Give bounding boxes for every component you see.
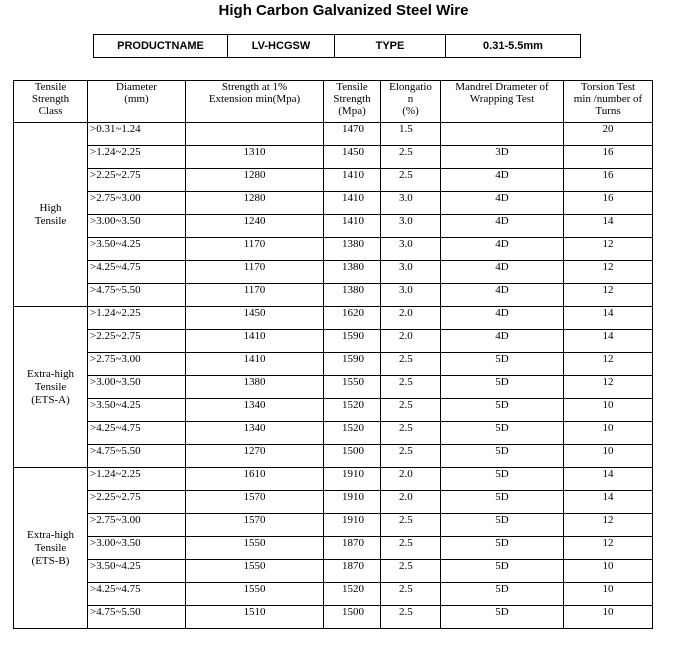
diameter-cell: >2.25~2.75: [88, 330, 186, 353]
tensile-cell: 1380: [324, 284, 381, 307]
mandrel-cell: 4D: [441, 238, 564, 261]
table-row: [14, 215, 653, 238]
table-row: [14, 123, 653, 146]
strength-cell: 1380: [186, 376, 324, 399]
table-row: [14, 537, 653, 560]
elongation-cell: 1.5: [381, 123, 441, 146]
mandrel-cell: 4D: [441, 330, 564, 353]
torsion-cell: 12: [564, 537, 653, 560]
tensile-cell: 1910: [324, 514, 381, 537]
type-label: TYPE: [335, 35, 446, 58]
tensile-cell: 1520: [324, 422, 381, 445]
elongation-cell: 2.5: [381, 146, 441, 169]
strength-cell: 1270: [186, 445, 324, 468]
strength-cell: 1610: [186, 468, 324, 491]
table-row: [14, 169, 653, 192]
elongation-cell: 2.5: [381, 560, 441, 583]
strength-cell: 1170: [186, 284, 324, 307]
header-torsion-test: Torsion Test min /number of Turns: [564, 81, 653, 123]
strength-cell: 1340: [186, 399, 324, 422]
tensile-cell: 1470: [324, 123, 381, 146]
strength-cell: 1550: [186, 560, 324, 583]
header-tensile-class: Tensile Strength Class: [14, 81, 88, 123]
diameter-cell: >3.00~3.50: [88, 537, 186, 560]
table-row: [14, 399, 653, 422]
diameter-cell: >4.25~4.75: [88, 422, 186, 445]
tensile-cell: 1450: [324, 146, 381, 169]
mandrel-cell: 5D: [441, 376, 564, 399]
mandrel-cell: 5D: [441, 422, 564, 445]
torsion-cell: 12: [564, 376, 653, 399]
tensile-cell: 1620: [324, 307, 381, 330]
diameter-cell: >1.24~2.25: [88, 146, 186, 169]
diameter-cell: >1.24~2.25: [88, 468, 186, 491]
diameter-cell: >3.50~4.25: [88, 238, 186, 261]
mandrel-cell: 4D: [441, 307, 564, 330]
strength-class-cell: Extra-high Tensile (ETS-A): [14, 307, 88, 468]
diameter-cell: >2.75~3.00: [88, 353, 186, 376]
mandrel-cell: 5D: [441, 606, 564, 629]
header-mandrel-diameter: Mandrel Drameter of Wrapping Test: [441, 81, 564, 123]
strength-class-cell: Extra-high Tensile (ETS-B): [14, 468, 88, 629]
elongation-cell: 2.5: [381, 376, 441, 399]
strength-cell: 1450: [186, 307, 324, 330]
torsion-cell: 10: [564, 445, 653, 468]
table-row: [14, 445, 653, 468]
strength-cell: 1280: [186, 169, 324, 192]
mandrel-cell: 4D: [441, 261, 564, 284]
table-row: [14, 261, 653, 284]
elongation-cell: 2.5: [381, 606, 441, 629]
strength-cell: 1510: [186, 606, 324, 629]
strength-class-cell: High Tensile: [14, 123, 88, 307]
elongation-cell: 3.0: [381, 215, 441, 238]
page-title: High Carbon Galvanized Steel Wire: [218, 2, 469, 19]
elongation-cell: 3.0: [381, 238, 441, 261]
mandrel-cell: 5D: [441, 537, 564, 560]
elongation-cell: 3.0: [381, 261, 441, 284]
elongation-cell: 2.5: [381, 353, 441, 376]
table-row: [14, 514, 653, 537]
tensile-cell: 1520: [324, 399, 381, 422]
elongation-cell: 2.5: [381, 422, 441, 445]
diameter-cell: >0.31~1.24: [88, 123, 186, 146]
diameter-cell: >2.75~3.00: [88, 192, 186, 215]
mandrel-cell: [441, 123, 564, 146]
spec-table: [13, 80, 653, 629]
torsion-cell: 10: [564, 606, 653, 629]
product-name-label: PRODUCTNAME: [94, 35, 228, 58]
table-row: [14, 422, 653, 445]
torsion-cell: 14: [564, 330, 653, 353]
elongation-cell: 2.0: [381, 330, 441, 353]
mandrel-cell: 5D: [441, 491, 564, 514]
diameter-cell: >4.75~5.50: [88, 606, 186, 629]
elongation-cell: 2.5: [381, 445, 441, 468]
diameter-cell: >3.50~4.25: [88, 560, 186, 583]
strength-cell: 1410: [186, 353, 324, 376]
elongation-cell: 3.0: [381, 192, 441, 215]
table-row: [14, 353, 653, 376]
strength-cell: 1310: [186, 146, 324, 169]
strength-cell: 1340: [186, 422, 324, 445]
strength-cell: 1550: [186, 583, 324, 606]
spec-table-body: [14, 123, 653, 629]
mandrel-cell: 4D: [441, 169, 564, 192]
elongation-cell: 2.0: [381, 468, 441, 491]
table-row: [14, 238, 653, 261]
diameter-cell: >1.24~2.25: [88, 307, 186, 330]
table-row: [14, 146, 653, 169]
elongation-cell: 2.5: [381, 399, 441, 422]
tensile-cell: 1520: [324, 583, 381, 606]
header-strength-1pct: Strength at 1% Extension min(Mpa): [186, 81, 324, 123]
strength-cell: 1570: [186, 514, 324, 537]
header-tensile-strength: Tensile Strength (Mpa): [324, 81, 381, 123]
tensile-cell: 1870: [324, 537, 381, 560]
strength-cell: 1170: [186, 261, 324, 284]
mandrel-cell: 4D: [441, 215, 564, 238]
elongation-cell: 2.5: [381, 169, 441, 192]
table-row: [14, 560, 653, 583]
strength-cell: 1570: [186, 491, 324, 514]
torsion-cell: 16: [564, 192, 653, 215]
tensile-cell: 1500: [324, 445, 381, 468]
elongation-cell: 2.5: [381, 583, 441, 606]
tensile-cell: 1410: [324, 169, 381, 192]
elongation-cell: 2.0: [381, 491, 441, 514]
elongation-cell: 3.0: [381, 284, 441, 307]
diameter-cell: >4.75~5.50: [88, 445, 186, 468]
product-info-table: [93, 34, 581, 58]
torsion-cell: 14: [564, 491, 653, 514]
tensile-cell: 1500: [324, 606, 381, 629]
torsion-cell: 12: [564, 284, 653, 307]
torsion-cell: 20: [564, 123, 653, 146]
mandrel-cell: 5D: [441, 514, 564, 537]
diameter-cell: >2.25~2.75: [88, 491, 186, 514]
mandrel-cell: 4D: [441, 192, 564, 215]
table-row: [14, 307, 653, 330]
tensile-cell: 1870: [324, 560, 381, 583]
strength-cell: 1170: [186, 238, 324, 261]
torsion-cell: 12: [564, 261, 653, 284]
spec-table-header: [14, 81, 653, 123]
strength-cell: 1550: [186, 537, 324, 560]
type-value: 0.31-5.5mm: [446, 35, 581, 58]
mandrel-cell: 5D: [441, 399, 564, 422]
mandrel-cell: 5D: [441, 560, 564, 583]
strength-cell: 1280: [186, 192, 324, 215]
tensile-cell: 1380: [324, 238, 381, 261]
diameter-cell: >4.25~4.75: [88, 261, 186, 284]
mandrel-cell: 3D: [441, 146, 564, 169]
torsion-cell: 10: [564, 399, 653, 422]
diameter-cell: >4.75~5.50: [88, 284, 186, 307]
torsion-cell: 12: [564, 514, 653, 537]
strength-cell: 1240: [186, 215, 324, 238]
torsion-cell: 16: [564, 169, 653, 192]
tensile-cell: 1410: [324, 215, 381, 238]
table-row: [14, 606, 653, 629]
diameter-cell: >4.25~4.75: [88, 583, 186, 606]
product-name-value: LV-HCGSW: [228, 35, 335, 58]
diameter-cell: >3.00~3.50: [88, 376, 186, 399]
mandrel-cell: 4D: [441, 284, 564, 307]
diameter-cell: >3.00~3.50: [88, 215, 186, 238]
torsion-cell: 10: [564, 560, 653, 583]
torsion-cell: 10: [564, 583, 653, 606]
diameter-cell: >3.50~4.25: [88, 399, 186, 422]
header-elongation: Elongatio n (%): [381, 81, 441, 123]
tensile-cell: 1910: [324, 491, 381, 514]
strength-cell: 1410: [186, 330, 324, 353]
table-row: [14, 330, 653, 353]
mandrel-cell: 5D: [441, 468, 564, 491]
tensile-cell: 1410: [324, 192, 381, 215]
tensile-cell: 1590: [324, 353, 381, 376]
torsion-cell: 12: [564, 238, 653, 261]
tensile-cell: 1590: [324, 330, 381, 353]
strength-cell: [186, 123, 324, 146]
tensile-cell: 1550: [324, 376, 381, 399]
elongation-cell: 2.5: [381, 514, 441, 537]
table-row: [14, 192, 653, 215]
tensile-cell: 1380: [324, 261, 381, 284]
table-row: [14, 491, 653, 514]
mandrel-cell: 5D: [441, 445, 564, 468]
mandrel-cell: 5D: [441, 583, 564, 606]
torsion-cell: 14: [564, 307, 653, 330]
table-row: [14, 468, 653, 491]
tensile-cell: 1910: [324, 468, 381, 491]
diameter-cell: >2.25~2.75: [88, 169, 186, 192]
torsion-cell: 12: [564, 353, 653, 376]
torsion-cell: 14: [564, 468, 653, 491]
torsion-cell: 16: [564, 146, 653, 169]
mandrel-cell: 5D: [441, 353, 564, 376]
elongation-cell: 2.0: [381, 307, 441, 330]
table-row: [14, 284, 653, 307]
table-row: [14, 583, 653, 606]
torsion-cell: 14: [564, 215, 653, 238]
torsion-cell: 10: [564, 422, 653, 445]
elongation-cell: 2.5: [381, 537, 441, 560]
header-diameter: Diameter (mm): [88, 81, 186, 123]
table-row: [14, 376, 653, 399]
diameter-cell: >2.75~3.00: [88, 514, 186, 537]
